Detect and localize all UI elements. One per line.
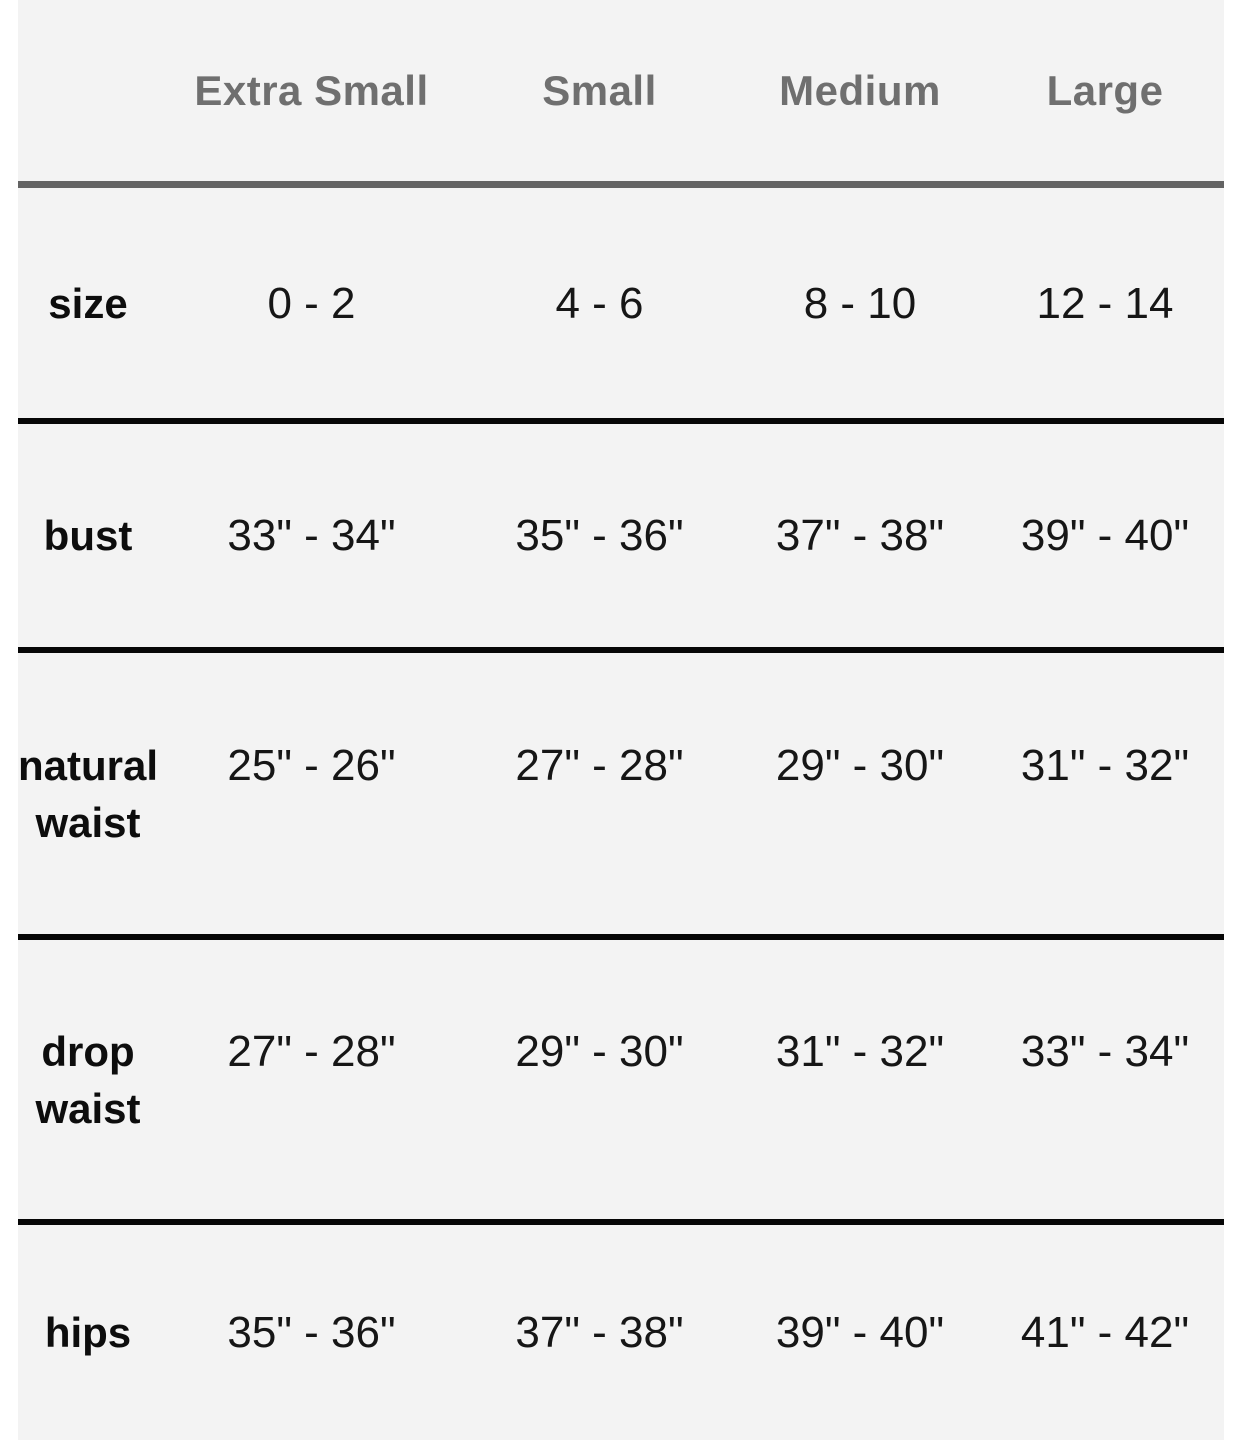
cell-size-extra-small: 0 - 2 (267, 278, 356, 328)
cell-drop-waist-medium: 31" - 32" (775, 1026, 945, 1076)
cell-natural-waist-extra-small: 25" - 26" (227, 740, 396, 790)
cell-size-large: 12 - 14 (1036, 278, 1174, 328)
table-row-drop-waist (18, 940, 1224, 1219)
table-row-hips (18, 1225, 1224, 1440)
table-header-row (18, 0, 1224, 181)
column-header-small: Small (542, 66, 657, 114)
cell-bust-large: 39" - 40" (1020, 511, 1190, 560)
row-label-hips: hips (44, 1309, 132, 1356)
column-header-large: Large (1046, 66, 1164, 114)
cell-size-medium: 8 - 10 (803, 278, 917, 328)
row-label-bust: bust (43, 512, 133, 559)
cell-size-small: 4 - 6 (555, 278, 644, 328)
row-label-natural-waist: natural waist (18, 741, 159, 846)
cell-hips-extra-small: 35" - 36" (227, 1308, 396, 1357)
cell-bust-small: 35" - 36" (515, 511, 684, 560)
row-label-size: size (48, 279, 128, 327)
cell-drop-waist-large: 33" - 34" (1020, 1026, 1190, 1076)
column-header-medium: Medium (779, 66, 941, 114)
cell-bust-medium: 37" - 38" (775, 511, 945, 560)
table-row-bust (18, 424, 1224, 647)
cell-hips-medium: 39" - 40" (775, 1308, 945, 1357)
cell-drop-waist-extra-small: 27" - 28" (227, 1026, 396, 1076)
cell-natural-waist-small: 27" - 28" (515, 740, 684, 790)
row-label-drop-waist: drop waist (35, 1027, 141, 1132)
table-row-size (18, 188, 1224, 418)
cell-bust-extra-small: 33" - 34" (227, 511, 396, 560)
cell-hips-large: 41" - 42" (1020, 1308, 1190, 1357)
column-header-extra-small: Extra Small (194, 66, 429, 114)
cell-drop-waist-small: 29" - 30" (515, 1026, 684, 1076)
cell-natural-waist-large: 31" - 32" (1020, 740, 1190, 790)
size-chart-table (18, 0, 1224, 1440)
header-divider (18, 181, 1224, 188)
cell-natural-waist-medium: 29" - 30" (775, 740, 945, 790)
cell-hips-small: 37" - 38" (515, 1308, 684, 1357)
table-row-natural-waist (18, 653, 1224, 934)
